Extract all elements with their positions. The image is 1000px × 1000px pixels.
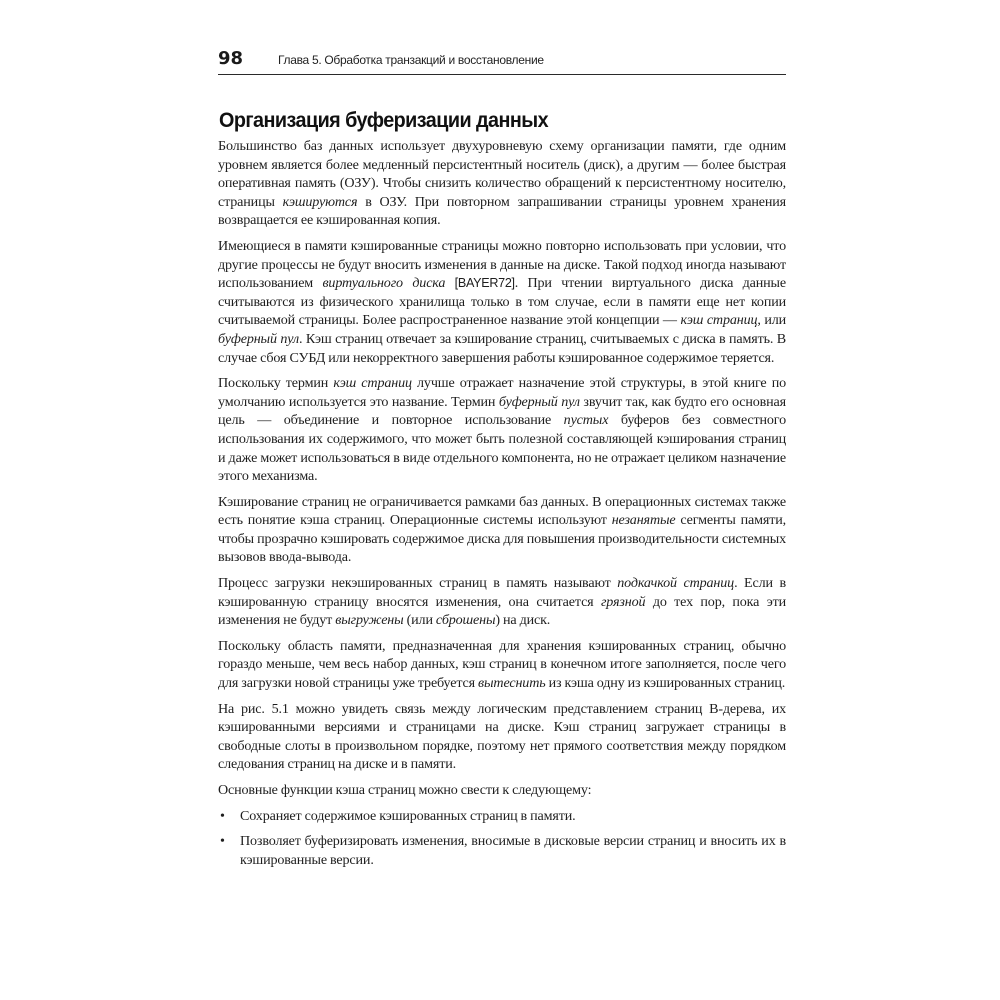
bullet-marker: •	[220, 833, 225, 850]
italic-term: кэшируются	[282, 193, 358, 210]
paragraph-text: ) на диск.	[495, 612, 551, 629]
body-paragraph	[218, 237, 786, 367]
section-heading: Организация буферизации данных	[219, 108, 549, 132]
body-paragraph	[218, 781, 786, 800]
italic-term: виртуального диска	[322, 275, 446, 292]
bullet-marker: •	[220, 807, 225, 824]
bullet-text: Сохраняет содержимое кэшированных страниц в памяти.	[240, 807, 576, 824]
body-paragraph	[218, 574, 786, 630]
paragraph-text: лучше отражает назначение этой структуры, в этой книге по умолчанию используется это название. Термин	[218, 375, 786, 410]
italic-term: грязной	[600, 593, 646, 610]
body-text	[218, 137, 786, 876]
book-page	[218, 44, 786, 944]
body-paragraph	[218, 637, 786, 693]
paragraph-text: , или	[757, 312, 786, 329]
paragraph-text: из кэша одну из кэшированных страниц.	[545, 675, 786, 692]
italic-term: кэш страниц	[333, 375, 412, 392]
paragraph-text: буферов без совместного использования их содержимого, что может быть полезной составляющей кэширования страниц и даже может использоваться в виде отдельного компонента, но не отражает целиком назначение этого механизма.	[218, 412, 786, 485]
paragraph-text: . Кэш страниц отвечает за кэширование страниц, считываемых с диска в память. В случае сбоя СУБД или некорректного завершения работы кэшированное содержимое теряется.	[218, 330, 786, 366]
italic-term: сброшены	[435, 612, 496, 629]
paragraph-text: в ОЗУ. При повторном запрашивании страницы уровнем хранения возвращается ее кэшированная копия.	[218, 193, 786, 229]
paragraph-text: звучит так, как будто его основная цель — объединение и повторное использование	[218, 393, 786, 429]
paragraphs-container	[218, 137, 786, 800]
italic-term: буферный пул	[498, 393, 580, 410]
italic-term: подкачкой страниц	[617, 575, 735, 592]
page-number: 98	[218, 48, 244, 69]
italic-term: незанятые	[611, 512, 676, 529]
paragraph-text: . Если в кэшированную страницу вносятся изменения, она считается	[218, 575, 786, 610]
italic-term: буферный пул	[218, 330, 299, 347]
bullet-list	[218, 807, 786, 870]
italic-term: выгружены	[335, 612, 404, 629]
body-paragraph	[218, 493, 786, 567]
paragraph-text: (или	[403, 612, 436, 629]
citation-reference: [BAYER72]	[454, 276, 515, 291]
paragraph-text: сегменты памяти, чтобы прозрачно кэшировать содержимое диска для повышения производительности системных вызовов ввода-вывода.	[218, 512, 786, 566]
paragraph-text: Большинство баз данных использует двухуровневую схему организации памяти, где одним уровнем является более медленный персистентный носитель (диск), а другим — более быстрая оперативная память (ОЗУ). Чтобы снизить количество обращений к персистентному носителю, страницы	[218, 138, 786, 210]
chapter-title: Глава 5. Обработка транзакций и восстановление	[278, 53, 544, 67]
italic-term: пустых	[563, 412, 609, 429]
bullet-item	[218, 832, 786, 869]
bullet-item	[218, 807, 786, 826]
paragraph-text: Имеющиеся в памяти кэшированные страницы можно повторно использовать при условии, что другие процессы не будут вносить изменения в данные на диске. Такой подход иногда называют использованием	[218, 237, 786, 292]
paragraph-text	[445, 275, 454, 291]
bullet-text: Позволяет буферизировать изменения, вносимые в дисковые версии страниц и вносить их в кэшированные версии.	[240, 833, 786, 868]
body-paragraph	[218, 700, 786, 774]
paragraph-text: Поскольку термин	[218, 375, 334, 392]
italic-term: кэш страниц	[680, 312, 758, 329]
paragraph-text: Процесс загрузки некэшированных страниц в память называют	[218, 575, 618, 592]
body-paragraph	[218, 137, 786, 230]
paragraph-text: Основные функции кэша страниц можно свести к следующему:	[218, 782, 592, 798]
paragraph-text: Кэширование страниц не ограничивается рамками баз данных. В операционных системах также есть понятие кэша страниц. Операционные системы используют	[218, 493, 786, 529]
italic-term: вытеснить	[478, 675, 546, 692]
paragraph-text: Поскольку область памяти, предназначенная для хранения кэшированных страниц, обычно гораздо меньше, чем весь набор данных, кэш страниц в конечном итоге заполняется, после чего для загрузки новой страницы уже требуется	[218, 637, 786, 692]
paragraph-text: до тех пор, пока эти изменения не будут	[218, 593, 786, 629]
running-head	[218, 48, 786, 75]
body-paragraph	[218, 374, 786, 486]
paragraph-text: . При чтении виртуального диска данные считываются из физического хранилища только в том случае, если в памяти еще нет копии считываемой страницы. Более распространенное название этой концепции —	[218, 275, 786, 329]
paragraph-text: На рис. 5.1 можно увидеть связь между логическим представлением страниц B-дерева, их кэшированными версиями и страницами на диске. Кэш страниц загружает страницы в свободные слоты в произвольном порядке, поэтому нет прямого соответствия между порядком следования страниц на диске и в памяти.	[218, 700, 786, 773]
